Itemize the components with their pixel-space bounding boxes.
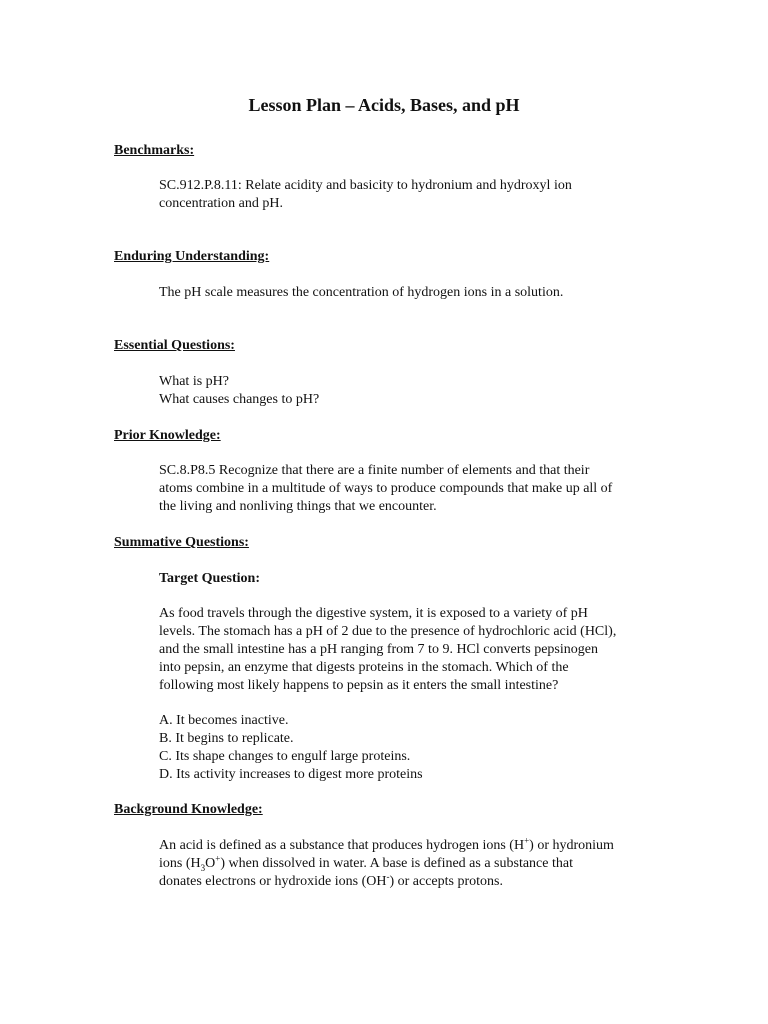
target-question-line: and the small intestine has a pH ranging from 7 to 9. HCl converts pepsinogen — [159, 642, 598, 657]
target-question-line: into pepsin, an enzyme that digests proteins in the stomach. Which of the — [159, 660, 569, 675]
text-run: ions (H — [159, 856, 201, 871]
background-line — [159, 837, 659, 855]
prior-knowledge-heading: Prior Knowledge: — [114, 428, 221, 443]
essential-questions-heading: Essential Questions: — [114, 338, 235, 353]
prior-knowledge-line: the living and nonliving things that we encounter. — [159, 499, 437, 514]
benchmarks-heading: Benchmarks: — [114, 143, 195, 158]
text-run: O — [205, 856, 216, 871]
benchmarks-text — [159, 177, 659, 213]
document-title: Lesson Plan – Acids, Bases, and pH — [248, 95, 520, 115]
text-run: An acid is defined as a substance that produces hydrogen ions (H — [159, 838, 525, 853]
text-run: donates electrons or hydroxide ions (OH — [159, 874, 387, 889]
subscript: 3 — [200, 862, 206, 873]
target-question-line: following most likely happens to pepsin as it enters the small intestine? — [159, 678, 559, 693]
background-knowledge-heading: Background Knowledge: — [114, 802, 263, 817]
essential-question: What is pH? — [159, 374, 229, 389]
target-question-line: levels. The stomach has a pH of 2 due to the presence of hydrochloric acid (HCl), — [159, 624, 617, 639]
answer-option-c: C. Its shape changes to engulf large proteins. — [159, 749, 411, 764]
prior-knowledge-line: SC.8.P8.5 Recognize that there are a finite number of elements and that their — [159, 463, 590, 478]
enduring-understanding-line: The pH scale measures the concentration of hydrogen ions in a solution. — [159, 285, 564, 300]
superscript: - — [386, 871, 390, 882]
prior-knowledge-line: atoms combine in a multitude of ways to produce compounds that make up all of — [159, 481, 613, 496]
answer-option-a: A. It becomes inactive. — [159, 713, 289, 728]
prior-knowledge-text — [159, 462, 659, 516]
superscript: + — [215, 853, 221, 864]
target-question-line: As food travels through the digestive system, it is exposed to a variety of pH — [159, 606, 588, 621]
summative-questions-heading: Summative Questions: — [114, 535, 249, 550]
text-run: ) or accepts protons. — [389, 874, 503, 889]
background-line — [159, 855, 659, 873]
enduring-understanding-heading: Enduring Understanding: — [114, 249, 270, 264]
background-knowledge-text — [159, 837, 659, 891]
text-run: ) when dissolved in water. A base is defined as a substance that — [220, 856, 573, 871]
benchmarks-line: concentration and pH. — [159, 196, 284, 211]
enduring-understanding-text — [159, 284, 659, 302]
essential-questions-list — [159, 373, 659, 409]
answer-option-b: B. It begins to replicate. — [159, 731, 294, 746]
background-line — [159, 873, 659, 891]
answer-option-d: D. Its activity increases to digest more proteins — [159, 767, 423, 782]
target-question-text — [159, 605, 659, 695]
benchmarks-line: SC.912.P.8.11: Relate acidity and basicity to hydronium and hydroxyl ion — [159, 178, 572, 193]
target-question-label: Target Question: — [159, 571, 260, 586]
text-run: ) or hydronium — [529, 838, 614, 853]
answer-options — [159, 712, 659, 784]
essential-question: What causes changes to pH? — [159, 392, 320, 407]
superscript: + — [524, 835, 530, 846]
